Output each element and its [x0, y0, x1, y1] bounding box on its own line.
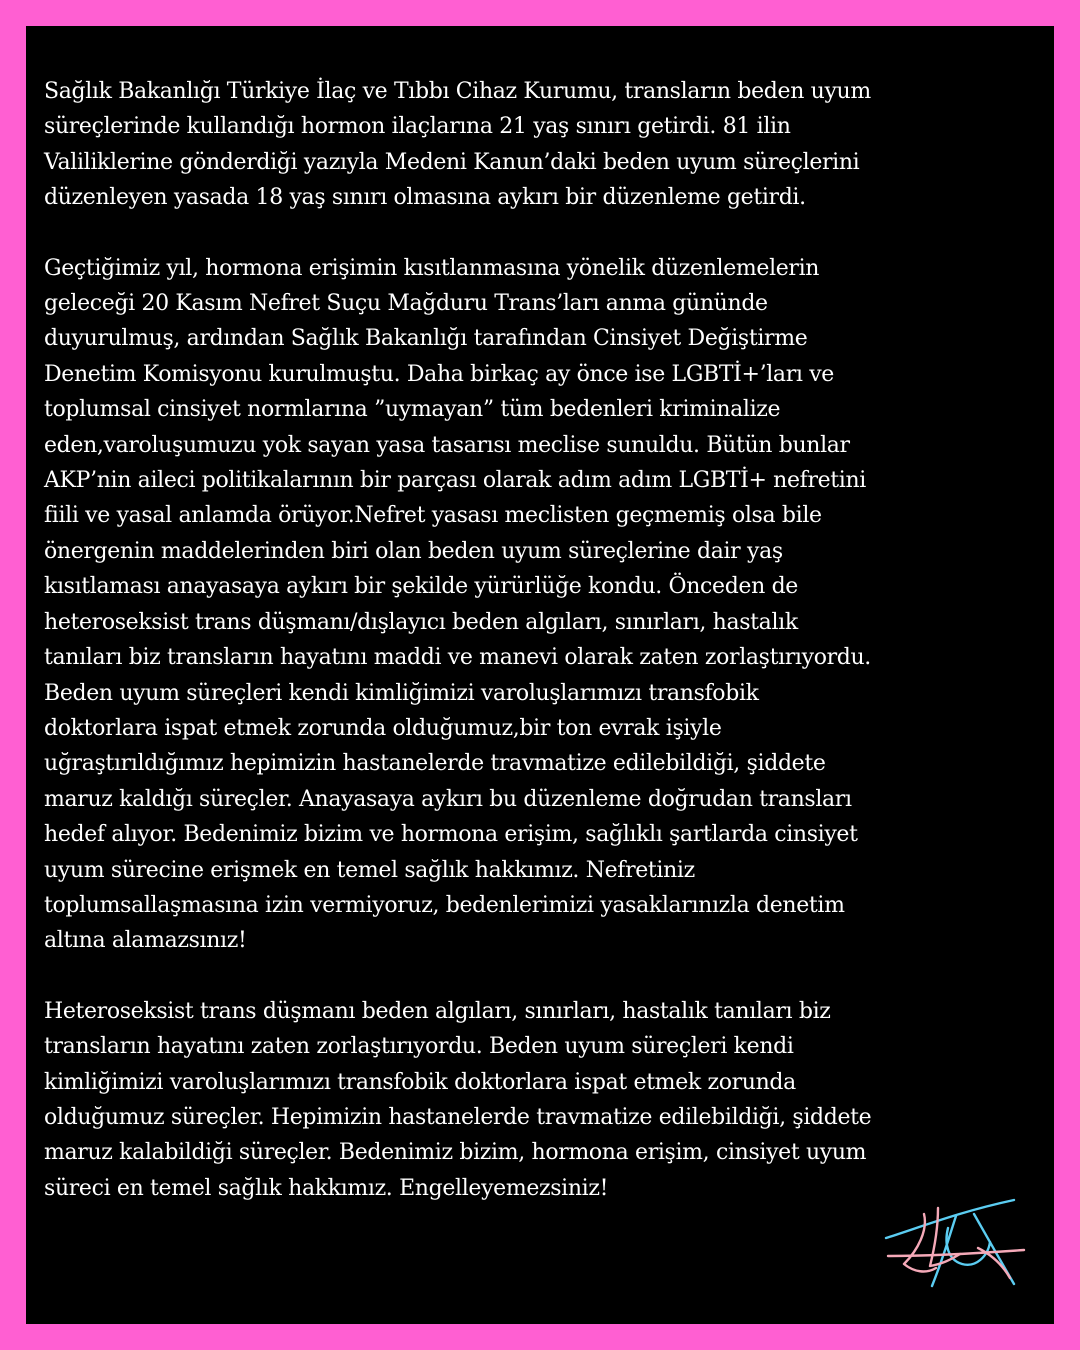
text-line: süreçlerinde kullandığı hormon ilaçlarına 21 yaş sınırı getirdi. 81 ilin: [44, 114, 791, 140]
logo-stroke-blue: [932, 1216, 956, 1286]
statement-panel: [26, 26, 1054, 1324]
text-line: Sağlık Bakanlığı Türkiye İlaç ve Tıbbı Cihaz Kurumu, transların beden uyum: [44, 79, 871, 104]
text-line: toplumsallaşmasına izin vermiyoruz, bedenlerimizi yasaklarınızla denetim: [44, 892, 845, 918]
text-line: transların hayatını zaten zorlaştırıyordu. Beden uyum süreçleri kendi: [44, 1034, 794, 1060]
text-line: kimliğimizi varoluşlarımızı transfobik doktorlara ispat etmek zorunda: [44, 1069, 796, 1095]
paragraph-3: [44, 994, 1040, 1206]
text-line: maruz kaldığı süreçler. Anayasaya aykırı bu düzenleme doğrudan transları: [44, 786, 852, 812]
logo-stroke-blue: [947, 1228, 990, 1265]
text-line: hedef alıyor. Bedenimiz bizim ve hormona erişim, sağlıklı şartlarda cinsiyet: [44, 822, 858, 848]
text-line: geleceği 20 Kasım Nefret Suçu Mağduru Trans’ları anma gününde: [44, 291, 768, 317]
text-line: heteroseksist trans düşmanı/dışlayıcı beden algıları, sınırları, hastalık: [44, 609, 798, 635]
text-line: eden,varoluşumuzu yok sayan yasa tasarısı meclise sunuldu. Bütün bunlar: [44, 432, 850, 458]
text-line: Denetim Komisyonu kurulmuştu. Daha birkaç ay önce ise LGBTİ+’ları ve: [44, 361, 834, 387]
signature-logo-icon: [878, 1194, 1032, 1290]
text-line: maruz kalabildiği süreçler. Bedenimiz bizim, hormona erişim, cinsiyet uyum: [44, 1140, 867, 1166]
text-line: toplumsal cinsiyet normlarına ”uymayan” tüm bedenleri kriminalize: [44, 397, 781, 423]
text-line: önergenin maddelerinden biri olan beden uyum süreçlerine dair yaş: [44, 538, 783, 564]
text-line: uğraştırıldığımız hepimizin hastanelerde travmatize edilebildiği, şiddete: [44, 751, 826, 777]
text-line: fiili ve yasal anlamda örüyor.Nefret yasası meclisten geçmemiş olsa bile: [44, 503, 822, 529]
text-line: Valiliklerine gönderdiği yazıyla Medeni Kanun’daki beden uyum süreçlerini: [44, 149, 860, 175]
statement-text: [44, 74, 1040, 1241]
text-line: Heteroseksist trans düşmanı beden algıları, sınırları, hastalık tanıları biz: [44, 998, 831, 1024]
text-line: Beden uyum süreçleri kendi kimliğimizi varoluşlarımızı transfobik: [44, 680, 759, 706]
paragraph-1: [44, 74, 1040, 216]
text-line: doktorlara ispat etmek zorunda olduğumuz,bir ton evrak işiyle: [44, 715, 722, 741]
text-line: süreci en temel sağlık hakkımız. Engelleyemezsiniz!: [44, 1175, 609, 1201]
text-line: tanıları biz transların hayatını maddi ve manevi olarak zaten zorlaştırıyordu.: [44, 645, 871, 671]
text-line: duyurulmuş, ardından Sağlık Bakanlığı tarafından Cinsiyet Değiştirme: [44, 326, 808, 352]
text-line: AKP’nin aileci politikalarının bir parçası olarak adım adım LGBTİ+ nefretini: [44, 468, 866, 494]
text-line: kısıtlaması anayasaya aykırı bir şekilde yürürlüğe kondu. Önceden de: [44, 574, 798, 600]
text-line: düzenleyen yasada 18 yaş sınırı olmasına aykırı bir düzenleme getirdi.: [44, 185, 806, 211]
text-line: altına alamazsınız!: [44, 928, 247, 954]
text-line: Geçtiğimiz yıl, hormona erişimin kısıtlanmasına yönelik düzenlemelerin: [44, 255, 820, 281]
text-line: uyum sürecine erişmek en temel sağlık hakkımız. Nefretiniz: [44, 857, 695, 883]
paragraph-2: [44, 251, 1040, 959]
text-line: olduğumuz süreçler. Hepimizin hastanelerde travmatize edilebildiği, şiddete: [44, 1104, 872, 1130]
